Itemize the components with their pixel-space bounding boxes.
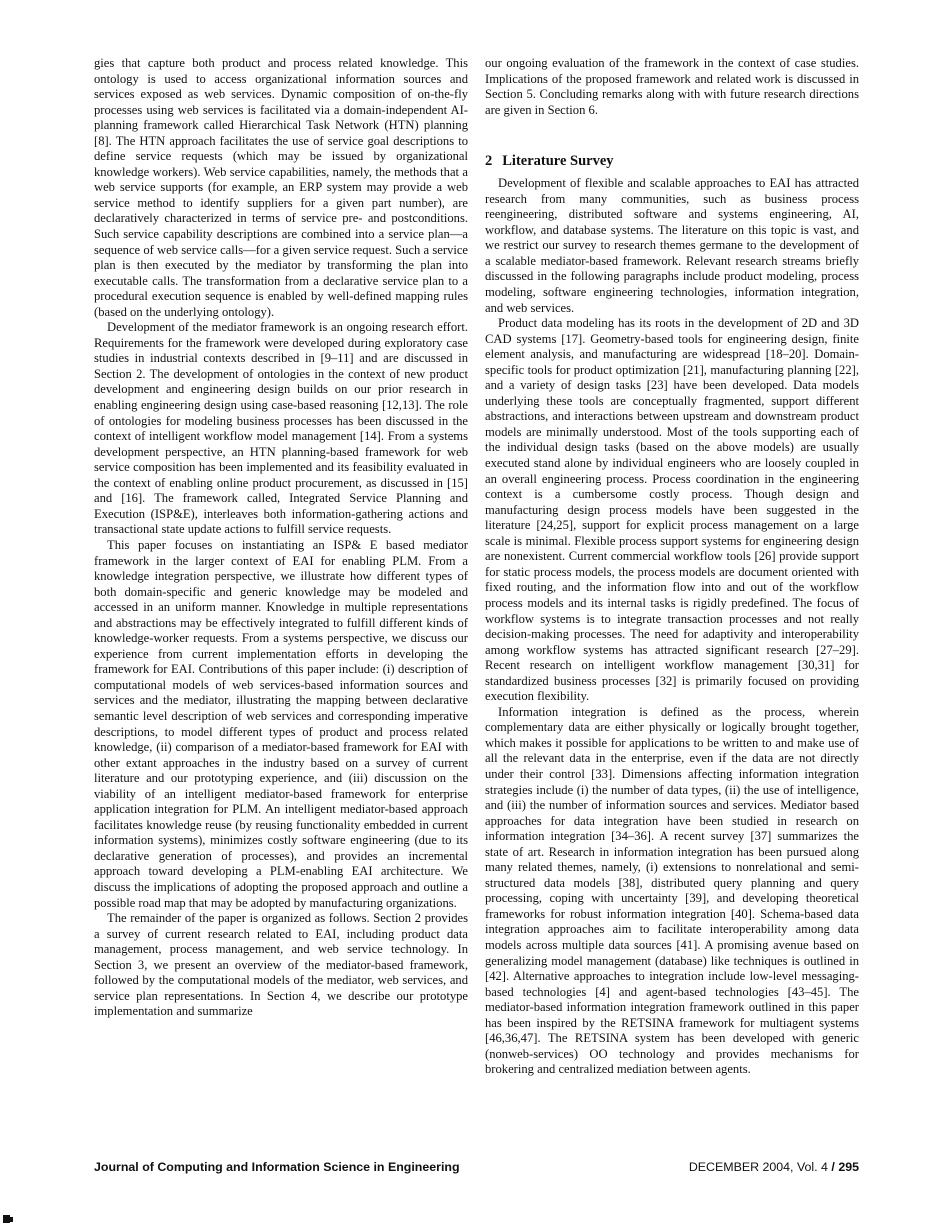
body-paragraph: The remainder of the paper is organized as follows. Section 2 provides a survey of current research related to EAI, including product data management, process management, and web service technology. In Section 3, we present an overview of the mediator-based framework, followed by the computational models of the mediator, web services, and service plan representations. In Section 4, we describe our prototype implementation and summarize xyxy=(94,911,468,1019)
body-paragraph: gies that capture both product and process related knowledge. This ontology is used to access organizational information sources and services exposed as web services. Dynamic composition of on-the-fly processes using web services is facilitated via a domain-independent AI-planning framework called Hierarchical Task Network (HTN) planning [8]. The HTN approach facilitates the use of service goal descriptions to define service requests (which may be issued by organizational knowledge workers). Web service capabilities, namely, the methods that a web service supports (for example, an ERP system may provide a web service method to identify suppliers for a given part number), are declaratively characterized in terms of service pre- and postconditions. Such service capability descriptions are combined into a service plan—a sequence of web service calls—for a given service request. Such a service plan is then executed by the mediator by transforming the plan into executable calls. The transformation from a declarative service plan to a procedural execution sequence is enabled by well-defined mapping rules (based on the underlying ontology). xyxy=(94,56,468,319)
section-heading xyxy=(485,152,859,170)
body-paragraph: This paper focuses on instantiating an ISP& E based mediator framework in the larger context of EAI for enabling PLM. From a knowledge integration perspective, we illustrate how different types of both domain-specific and generic knowledge may be modeled and accessed in an uniform manner. Knowledge in multiple representations and abstractions may be effectively integrated to fulfill different kinds of knowledge-worker requests. From a systems perspective, we discuss our experience from current implementation efforts in developing the framework for EAI. Contributions of this paper include: (i) description of computational models of web services-based information sources and services and the mediator, illustrating the mapping between declarative semantic level description of web services and corresponding imperative descriptions, to model different types of product and process related knowledge, (ii) comparison of a mediator-based framework for EAI with other extant approaches in the industry based on a survey of current literature and our prototyping experience, and (iii) discussion on the viability of an intelligent mediator-based framework for enterprise application integration for PLM. An intelligent mediator-based approach facilitates knowledge reuse (by reusing functionality embedded in current information systems), minimizes costly software engineering (due to its declarative generation of processes), and provides an incremental approach toward developing a PLM-enabling EAI architecture. We discuss the implications of adopting the proposed approach and outline a possible road map that may be adopted by manufacturing organizations. xyxy=(94,537,468,910)
right-column xyxy=(485,56,859,1078)
issue-date: DECEMBER 2004, Vol. 4 xyxy=(688,1160,828,1174)
body-paragraph: Product data modeling has its roots in the development of 2D and 3D CAD systems [17]. Geometry-based tools for engineering design, finite element analysis, and manufacturing are widespread [18–20]. Domain-specific tools for product optimization [21], manufacturing planning [22], and a variety of design tasks [23] have been developed. Data models underlying these tools are conceptually fragmented, support different abstractions, and interactions between upstream and downstream product models are minimally understood. Most of the tools supporting each of the individual design tasks (based on the above models) are usually executed stand alone by individual engineers who are loosely coupled in an overall engineering process. Process coordination in the engineering context is a cumbersome costly process. Though design and manufacturing design process models have been suggested in the literature [24,25], support for explicit process management on a large scale is minimal. Flexible process support systems for engineering design are nonexistent. Current commercial workflow tools [26] provide support for static process models, the process models are document oriented with fixed routing, and the information flow into and out of the workflow process models and its internal tasks is rigidly predefined. The focus of workflow systems is to integrate transaction processes and not really decision-making processes. The need for adaptivity and interoperability among workflow systems has attracted significant research [27–29]. Recent research on intelligent workflow management [30,31] for standardized business processes [32] is primarily focused on providing execution flexibility. xyxy=(485,316,859,704)
section-number: 2 xyxy=(485,153,493,170)
body-paragraph: Information integration is defined as the process, wherein complementary data are either physically or logically brought together, which makes it possible for applications to be written to and make use of all the relevant data in the enterprise, even if the data are not directly under their control [33]. Dimensions affecting information integration strategies include (i) the number of data types, (ii) the use of intelligence, and (iii) the number of information sources and services. Mediator based approaches for data integration have been studied in research on information integration [34–36]. A recent survey [37] summarizes the state of art. Research in information integration has been pursued along many related themes, namely, (i) extensions to nonrelational and semi-structured data models [38], distributed query planning and query processing, coping with uncertainty [39], and developing theoretical frameworks for robust information integration [40]. Schema-based data integration approaches aim to facilitate interoperability among data models across multiple data sources [41]. A promising avenue based on generalizing model management (database) like techniques is outlined in [42]. Alternative approaches to integration include low-level messaging-based technologies [4] and agent-based technologies [43–45]. The mediator-based information integration framework outlined in this paper has been inspired by the RETSINA framework for multiagent systems [46,36,47]. The RETSINA system has been developed with generic (nonweb-services) OO technology and provides mechanisms for brokering and centralized mediation between agents. xyxy=(485,704,859,1077)
body-paragraph: Development of flexible and scalable approaches to EAI has attracted research from many communities, such as business process reengineering, distributed software and systems engineering, AI, workflow, and database systems. The literature on this topic is vast, and we restrict our survey to research themes germane to the development of a scalable mediator-based framework. Relevant research streams briefly discussed in the following paragraphs include product modeling, process modeling, software engineering technologies, information integration, and web services. xyxy=(485,176,859,315)
issue-info xyxy=(689,1160,859,1174)
page-footer xyxy=(94,1160,859,1178)
footer-separator: / xyxy=(831,1160,835,1174)
section-title: Literature Survey xyxy=(502,153,614,170)
print-mark-icon xyxy=(3,1214,13,1224)
page-number: 295 xyxy=(838,1160,859,1174)
left-column xyxy=(94,56,468,1020)
body-paragraph: Development of the mediator framework is an ongoing research effort. Requirements for the framework were developed during exploratory case studies in industrial contexts described in [9–11] and are discussed in Section 2. The development of ontologies in the context of new product development and engineering design builds on our prior research in enabling engineering design using case-based reasoning [12,13]. The role of ontologies for modeling business processes has been discussed in the context of intelligent workflow model management [14]. From a systems development perspective, an HTN planning-based framework for web service composition has been implemented and its feasibility evaluated in the context of enabling online product procurement, as discussed in [15] and [16]. The framework called, Integrated Service Planning and Execution (ISP&E), interleaves both information-gathering actions and transactional state update actions to fulfill service requests. xyxy=(94,320,468,537)
body-paragraph: our ongoing evaluation of the framework in the context of case studies. Implications of the proposed framework and related work is discussed in Section 5. Concluding remarks along with with future research directions are given in Section 6. xyxy=(485,56,859,117)
journal-title: Journal of Computing and Information Science in Engineering xyxy=(94,1160,460,1174)
